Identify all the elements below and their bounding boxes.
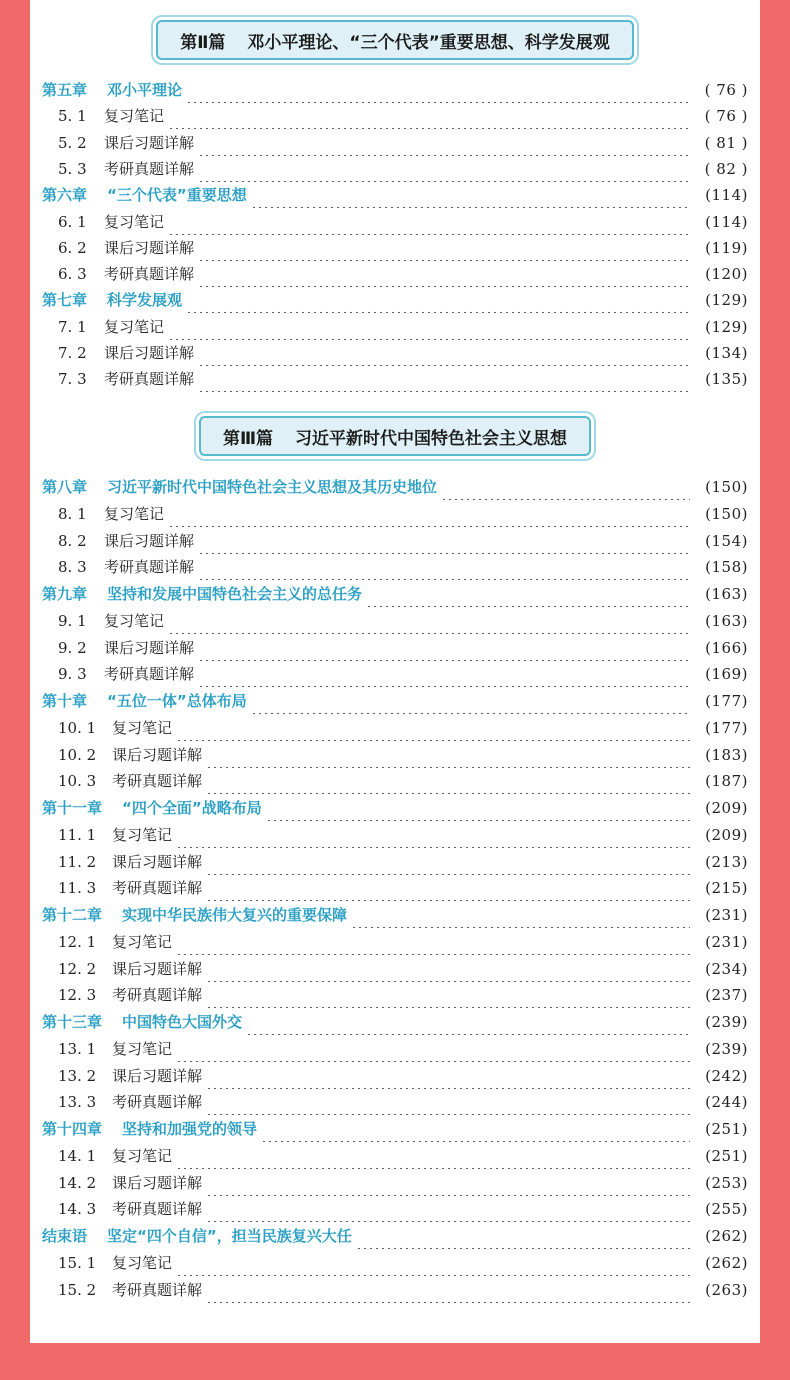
toc-entry-number: 5. 1 [58, 107, 87, 126]
toc-entry-title: 课后习题详解 [112, 1066, 203, 1085]
toc-entry-title: 考研真题详解 [104, 558, 195, 577]
dot-leader [168, 314, 690, 340]
toc-entry-number: 第十三章 [42, 1013, 103, 1031]
toc-entry-title: 课后习题详解 [112, 852, 203, 871]
toc-page-number: (119) [705, 238, 748, 257]
dot-leader [198, 340, 690, 366]
toc-section-row[interactable] [30, 366, 760, 392]
dot-leader [176, 1036, 690, 1062]
toc-entry-title: 考研真题详解 [104, 370, 195, 389]
toc-entry-title: 复习笔记 [112, 825, 173, 844]
part-2-title: 邓小平理论、“三个代表”重要思想、科学发展观 [247, 32, 610, 53]
toc-entry-title: 坚持和发展中国特色社会主义的总任务 [107, 585, 363, 603]
toc-entry-number: 6. 1 [58, 212, 87, 231]
toc-entry-number: 15. 1 [58, 1253, 97, 1272]
toc-section-row[interactable] [30, 314, 760, 340]
toc-entry-number: 9. 2 [58, 638, 87, 657]
toc-page-number: (262) [705, 1253, 748, 1272]
toc-page-number: (158) [705, 558, 748, 577]
toc-entry-number: 5. 2 [58, 133, 87, 152]
dot-leader [198, 261, 690, 287]
toc-entry-title: 科学发展观 [107, 291, 183, 310]
toc-entry-title: “四个全面”战略布局 [122, 799, 262, 817]
dot-leader [206, 1089, 690, 1115]
toc-page-number: ( 82 ) [704, 159, 748, 178]
dot-leader [366, 581, 690, 607]
toc-entry-number: 11. 3 [58, 879, 97, 898]
toc-entry-number: 第十四章 [42, 1120, 103, 1138]
dot-leader [176, 715, 690, 741]
toc-page [30, 0, 760, 1343]
toc-entry-title: 复习笔记 [104, 317, 165, 336]
toc-entry-title: 课后习题详解 [104, 344, 195, 362]
toc-entry-title: 复习笔记 [112, 1253, 173, 1272]
dot-leader [266, 795, 690, 821]
toc-page-number: (177) [705, 718, 748, 737]
toc-page-number: (242) [705, 1066, 748, 1085]
toc-entry-number: 7. 1 [58, 317, 87, 336]
toc-entry-title: 考研真题详解 [104, 665, 195, 684]
dot-leader [261, 1116, 690, 1142]
part-2-label: 第Ⅱ篇 [180, 32, 226, 53]
toc-entry-number: 9. 1 [58, 611, 87, 630]
toc-page-number: (244) [705, 1093, 748, 1112]
toc-entry-number: 10. 1 [58, 718, 97, 737]
dot-leader [206, 982, 690, 1008]
toc-entry-title: 考研真题详解 [112, 879, 203, 898]
toc-page-number: (129) [705, 317, 748, 336]
toc-entry-number: 7. 3 [58, 370, 87, 389]
toc-entry-title: 课后习题详解 [104, 133, 195, 152]
toc-page-number: (150) [705, 504, 748, 523]
toc-page-number: (114) [705, 186, 748, 205]
dot-leader [168, 501, 690, 527]
toc-section-row[interactable] [30, 554, 760, 580]
toc-entry-title: 课后习题详解 [104, 238, 195, 257]
toc-section-row[interactable] [30, 340, 760, 366]
dot-leader [176, 1143, 690, 1169]
toc-entry-title: 复习笔记 [112, 1146, 173, 1165]
dot-leader [186, 77, 690, 103]
toc-section-row[interactable] [30, 103, 760, 129]
dot-leader [206, 1170, 690, 1196]
toc-page-number: (154) [705, 531, 748, 550]
toc-entry-title: 坚定“四个自信”，担当民族复兴大任 [107, 1227, 352, 1245]
toc-entry-number: 7. 2 [58, 344, 87, 362]
toc-entry-title: 复习笔记 [112, 718, 173, 737]
dot-leader [206, 1196, 690, 1222]
toc-entry-title: 考研真题详解 [104, 265, 195, 284]
toc-entry-number: 13. 2 [58, 1066, 97, 1085]
toc-entry-number: 第九章 [42, 585, 88, 603]
part-3-label: 第Ⅲ篇 [222, 428, 274, 449]
dot-leader [206, 849, 690, 875]
toc-chapter-row[interactable] [30, 581, 760, 607]
toc-page-number: (239) [705, 1039, 748, 1058]
toc-page-number: (166) [705, 638, 748, 657]
toc-section-row[interactable] [30, 715, 760, 741]
toc-entry-title: 课后习题详解 [104, 531, 195, 550]
toc-entry-number: 9. 3 [58, 665, 87, 684]
toc-entry-title: 考研真题详解 [112, 1200, 203, 1219]
part-3-title: 习近平新时代中国特色社会主义思想 [295, 428, 568, 449]
toc-page-number: (135) [705, 370, 748, 389]
dot-leader [176, 929, 690, 955]
dot-leader [206, 768, 690, 794]
dot-leader [206, 742, 690, 768]
toc-entry-title: 习近平新时代中国特色社会主义思想及其历史地位 [107, 478, 438, 496]
toc-entry-number: 14. 2 [58, 1173, 97, 1192]
toc-chapter-row[interactable] [30, 182, 760, 208]
toc-section-row[interactable] [30, 1250, 760, 1276]
toc-chapter-row[interactable] [30, 688, 760, 714]
toc-section-row[interactable] [30, 742, 760, 768]
toc-page-number: (263) [705, 1280, 748, 1299]
dot-leader [206, 1277, 690, 1303]
toc-entry-number: 8. 3 [58, 558, 87, 577]
toc-page-number: (255) [705, 1200, 748, 1219]
part-2-banner [156, 20, 634, 60]
toc-entry-number: 12. 1 [58, 932, 97, 951]
toc-page-number: (231) [705, 932, 748, 951]
toc-entry-number: 第八章 [42, 478, 88, 496]
toc-section-row[interactable] [30, 849, 760, 875]
toc-page-number: (169) [705, 665, 748, 684]
toc-entry-title: “五位一体”总体布局 [107, 692, 247, 710]
toc-entry-number: 12. 3 [58, 986, 97, 1005]
dot-leader [251, 182, 690, 208]
dot-leader [198, 554, 690, 580]
toc-chapter-row[interactable] [30, 474, 760, 500]
toc-entry-number: 第七章 [42, 291, 88, 310]
dot-leader [206, 875, 690, 901]
toc-entry-title: 课后习题详解 [104, 638, 195, 657]
toc-entry-number: 6. 2 [58, 238, 87, 257]
toc-entry-number: 13. 1 [58, 1039, 97, 1058]
toc-entry-title: 考研真题详解 [104, 159, 195, 178]
toc-entry-number: 14. 1 [58, 1146, 97, 1165]
toc-section-row[interactable] [30, 156, 760, 182]
dot-leader [356, 1223, 690, 1249]
toc-entry-number: 第十二章 [42, 906, 103, 924]
dot-leader [168, 103, 690, 129]
toc-entry-title: 中国特色大国外交 [122, 1013, 243, 1031]
toc-entry-number: 第六章 [42, 186, 88, 205]
part-3-banner [199, 416, 591, 456]
toc-section-row[interactable] [30, 209, 760, 235]
part-2-banner-wrap [30, 20, 760, 60]
toc-entry-title: 考研真题详解 [112, 1280, 203, 1299]
toc-section-row[interactable] [30, 956, 760, 982]
part-3-banner-wrap [30, 416, 760, 456]
toc-page-number: (209) [705, 825, 748, 844]
toc-chapter-row[interactable] [30, 1223, 760, 1249]
toc-section-row[interactable] [30, 1089, 760, 1115]
toc-section-row[interactable] [30, 235, 760, 261]
dot-leader [176, 822, 690, 848]
toc-section-row[interactable] [30, 768, 760, 794]
toc-section-row[interactable] [30, 1063, 760, 1089]
dot-leader [168, 608, 690, 634]
toc-section-row[interactable] [30, 929, 760, 955]
toc-page-number: (114) [705, 212, 748, 231]
toc-entry-title: 邓小平理论 [107, 81, 183, 99]
toc-chapter-row[interactable] [30, 1009, 760, 1035]
toc-section-row[interactable] [30, 661, 760, 687]
toc-entry-number: 12. 2 [58, 959, 97, 978]
toc-page-number: (183) [705, 745, 748, 764]
toc-chapter-row[interactable] [30, 1116, 760, 1142]
toc-page-number: (177) [705, 692, 748, 710]
toc-section-row[interactable] [30, 822, 760, 848]
toc-section-row[interactable] [30, 1277, 760, 1303]
toc-section-row[interactable] [30, 528, 760, 554]
toc-chapter-row[interactable] [30, 902, 760, 928]
dot-leader [206, 956, 690, 982]
dot-leader [351, 902, 690, 928]
toc-section-row[interactable] [30, 1036, 760, 1062]
toc-page-number: (239) [705, 1013, 748, 1031]
toc-entry-title: 复习笔记 [104, 611, 165, 630]
toc-page-number: (234) [705, 959, 748, 978]
toc-entry-number: 第十章 [42, 692, 88, 710]
toc-page-number: (163) [705, 585, 748, 603]
toc-section-row[interactable] [30, 261, 760, 287]
dot-leader [246, 1009, 690, 1035]
dot-leader [441, 474, 690, 500]
toc-page-number: (251) [705, 1146, 748, 1165]
toc-entry-number: 10. 2 [58, 745, 97, 764]
toc-page-number: (209) [705, 799, 748, 817]
toc-section-row[interactable] [30, 1196, 760, 1222]
toc-page-number: (215) [705, 879, 748, 898]
dot-leader [198, 661, 690, 687]
dot-leader [168, 209, 690, 235]
toc-page-number: (262) [705, 1227, 748, 1245]
dot-leader [186, 287, 690, 313]
toc-page-number: (231) [705, 906, 748, 924]
toc-entry-title: 实现中华民族伟大复兴的重要保障 [122, 906, 348, 924]
toc-entry-title: 考研真题详解 [112, 986, 203, 1005]
toc-entry-number: 第五章 [42, 81, 88, 99]
dot-leader [198, 235, 690, 261]
dot-leader [198, 130, 690, 156]
toc-page-number: (213) [705, 852, 748, 871]
toc-entry-title: 复习笔记 [104, 107, 165, 126]
toc-entry-number: 第十一章 [42, 799, 103, 817]
toc-page-number: ( 76 ) [704, 107, 748, 126]
toc-section-row[interactable] [30, 875, 760, 901]
toc-entry-title: 复习笔记 [104, 212, 165, 231]
toc-page-number: ( 76 ) [704, 81, 748, 99]
toc-entry-title: 课后习题详解 [112, 959, 203, 978]
toc-entry-title: “三个代表”重要思想 [107, 186, 247, 205]
toc-chapter-row[interactable] [30, 795, 760, 821]
toc-section-row[interactable] [30, 1143, 760, 1169]
toc-section-row[interactable] [30, 130, 760, 156]
dot-leader [198, 635, 690, 661]
toc-page-number: (120) [705, 265, 748, 284]
toc-entry-title: 复习笔记 [112, 932, 173, 951]
toc-entry-number: 5. 3 [58, 159, 87, 178]
toc-entry-number: 13. 3 [58, 1093, 97, 1112]
toc-section-row[interactable] [30, 1170, 760, 1196]
toc-page-number: ( 81 ) [704, 133, 748, 152]
toc-entry-title: 考研真题详解 [112, 1093, 203, 1112]
dot-leader [198, 366, 690, 392]
toc-entry-number: 15. 2 [58, 1280, 97, 1299]
toc-entry-title: 考研真题详解 [112, 772, 203, 791]
toc-entry-title: 课后习题详解 [112, 1173, 203, 1192]
dot-leader [206, 1063, 690, 1089]
dot-leader [198, 156, 690, 182]
toc-entry-title: 坚持和加强党的领导 [122, 1120, 258, 1138]
toc-page-number: (163) [705, 611, 748, 630]
toc-page-number: (253) [705, 1173, 748, 1192]
toc-page-number: (251) [705, 1120, 748, 1138]
toc-entry-title: 课后习题详解 [112, 745, 203, 764]
toc-page-number: (129) [705, 291, 748, 310]
toc-section-row[interactable] [30, 501, 760, 527]
toc-page-number: (150) [705, 478, 748, 496]
toc-entry-number: 10. 3 [58, 772, 97, 791]
toc-entry-number: 11. 2 [58, 852, 97, 871]
toc-entry-number: 8. 2 [58, 531, 87, 550]
toc-page-number: (134) [705, 344, 748, 362]
toc-entry-number: 结束语 [42, 1227, 88, 1245]
toc-section-row[interactable] [30, 982, 760, 1008]
toc-section-row[interactable] [30, 608, 760, 634]
toc-page-number: (237) [705, 986, 748, 1005]
toc-entry-title: 复习笔记 [112, 1039, 173, 1058]
toc-entry-number: 11. 1 [58, 825, 97, 844]
toc-entry-number: 8. 1 [58, 504, 87, 523]
toc-chapter-row[interactable] [30, 77, 760, 103]
toc-entry-number: 6. 3 [58, 265, 87, 284]
dot-leader [251, 688, 690, 714]
toc-page-number: (187) [705, 772, 748, 791]
toc-section-row[interactable] [30, 635, 760, 661]
toc-entry-number: 14. 3 [58, 1200, 97, 1219]
dot-leader [176, 1250, 690, 1276]
toc-entry-title: 复习笔记 [104, 504, 165, 523]
dot-leader [198, 528, 690, 554]
toc-chapter-row[interactable] [30, 287, 760, 313]
